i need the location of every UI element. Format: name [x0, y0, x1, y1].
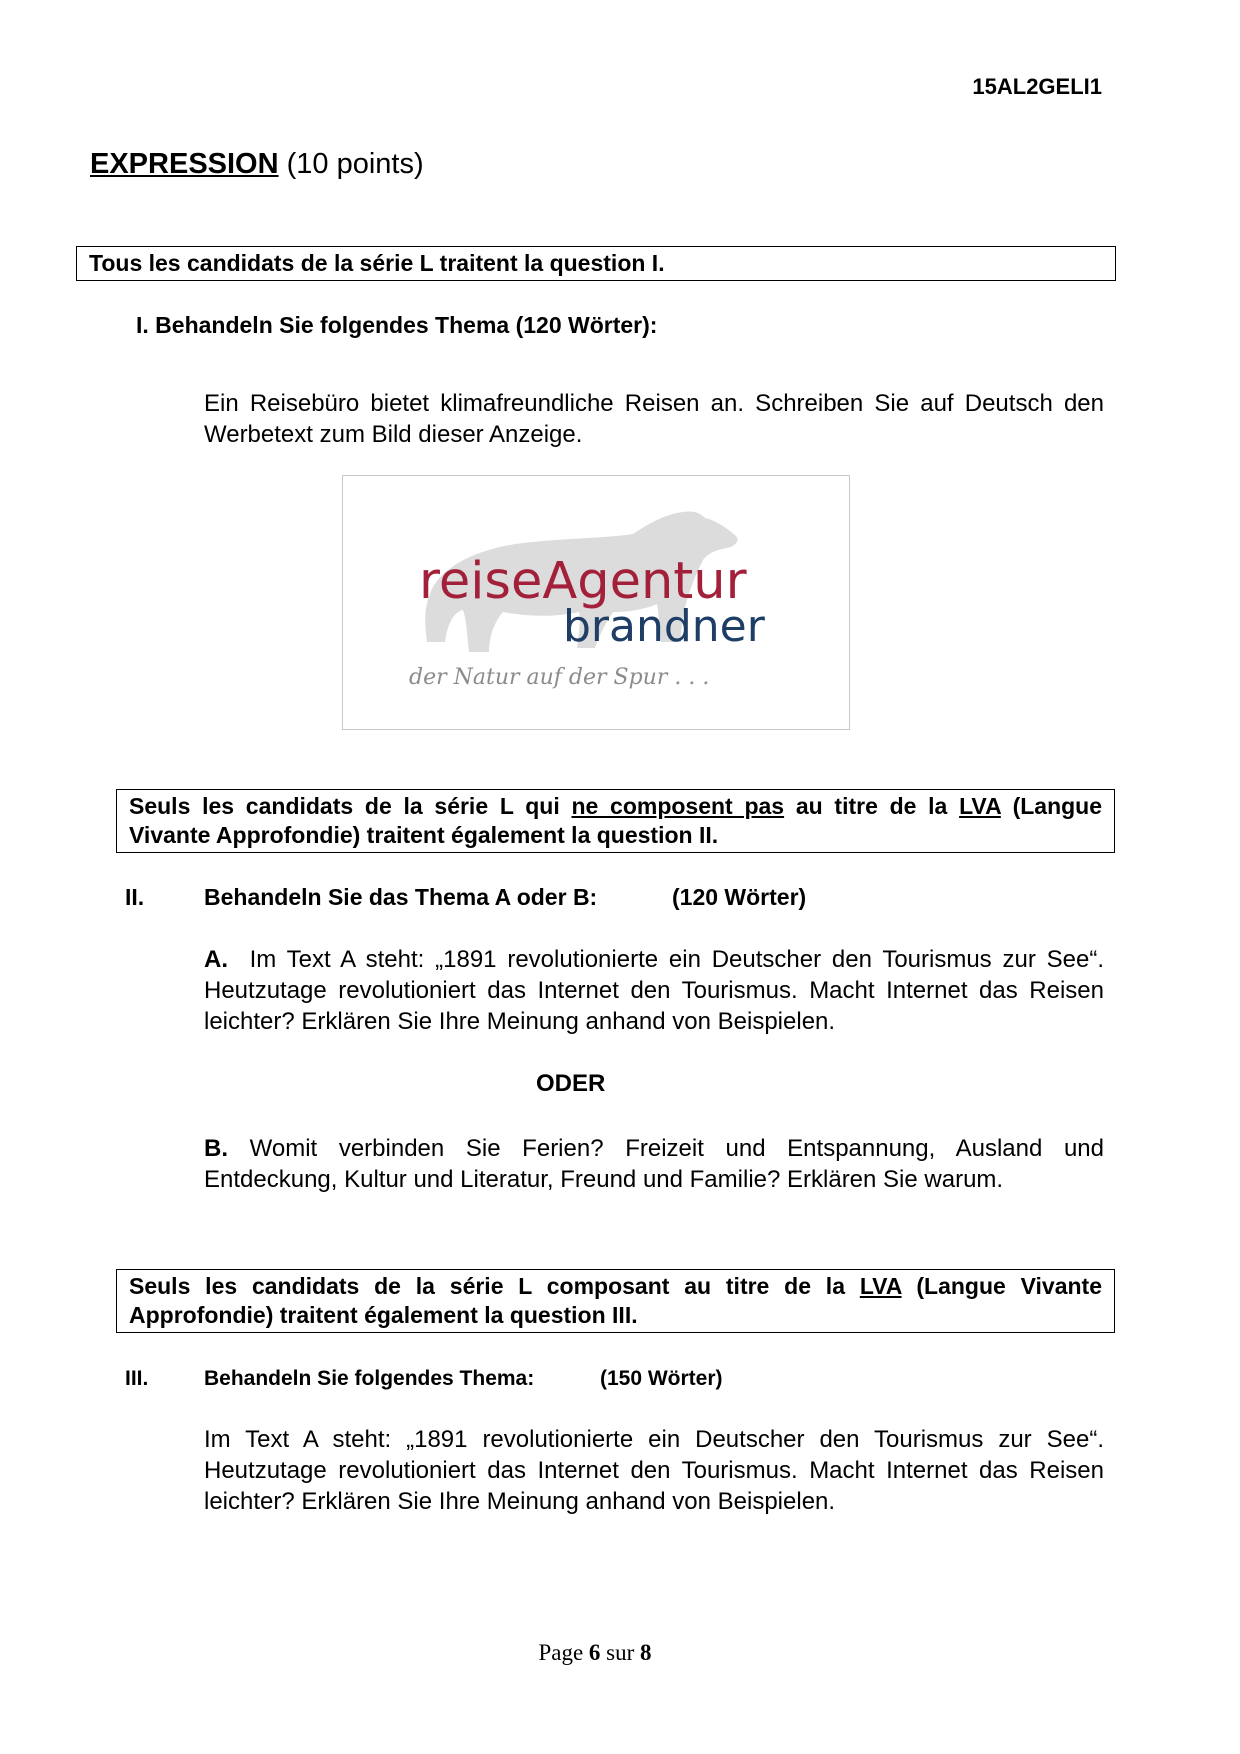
footer-page-number: 6: [588, 1640, 601, 1665]
question-2-word-count: (120 Wörter): [672, 884, 807, 910]
instruction-box-2-text: au titre de la: [784, 793, 960, 819]
instruction-box-2-emphasis: ne composent pas: [571, 793, 785, 819]
section-title: [90, 148, 424, 181]
lva-abbreviation: LVA: [959, 793, 1001, 819]
section-title-text: EXPRESSION: [90, 148, 279, 180]
page-footer: [0, 1640, 1190, 1666]
option-a-text: Im Text A steht: „1891 revolutionierte ein Deutscher den Tourismus zur See“. Heutzutage revolutioniert das Internet den Tourismus. Macht Internet das Reisen leichter? Erklären Sie Ihre Meinung anhand von Beispielen.: [204, 946, 1104, 1035]
instruction-box-3-text: Seuls les candidats de la série L composant au titre de la: [129, 1273, 860, 1299]
instruction-box-2: [116, 789, 1115, 853]
question-2-option-a: [204, 944, 1104, 1037]
instruction-box-2-text: Seuls les candidats de la série L qui: [129, 793, 572, 819]
question-3-heading: Behandeln Sie folgendes Thema:: [204, 1367, 535, 1390]
instruction-box-3: [116, 1269, 1115, 1333]
question-2-option-b: [204, 1133, 1104, 1195]
logo-line-2: brandner: [563, 601, 765, 652]
option-b-letter: B.: [204, 1135, 228, 1162]
question-1-text: Ein Reisebüro bietet klimafreundliche Reisen an. Schreiben Sie auf Deutsch den Werbetext zum Bild dieser Anzeige.: [204, 390, 1104, 448]
footer-page-word: Page: [538, 1640, 584, 1665]
oder-separator: ODER: [536, 1070, 606, 1097]
logo-tagline: der Natur auf der Spur . . .: [409, 665, 710, 690]
advertisement-logo-image: [342, 475, 850, 730]
instruction-box-3-text: (Langue Vivante Approfondie) traitent également la question III.: [129, 1273, 1103, 1328]
instruction-box-1-text: Tous les candidats de la série L traitent la question I.: [89, 250, 665, 276]
option-a-letter: A.: [204, 946, 228, 973]
logo-line-1: reiseAgentur: [419, 552, 747, 611]
question-2-heading: Behandeln Sie das Thema A oder B:: [204, 884, 598, 910]
instruction-box-1: [76, 246, 1116, 281]
lva-abbreviation: LVA: [859, 1273, 902, 1299]
question-3-text: Im Text A steht: „1891 revolutionierte ein Deutscher den Tourismus zur See“. Heutzutage revolutioniert das Internet den Tourismus. Macht Internet das Reisen leichter? Erklären Sie Ihre Meinung anhand von Beispielen.: [204, 1426, 1104, 1515]
option-b-text: Womit verbinden Sie Ferien? Freizeit und Entspannung, Ausland und Entdeckung, Kultur und Literatur, Freund und Familie? Erklären Sie warum.: [204, 1135, 1105, 1193]
question-2-number: II.: [125, 884, 145, 910]
logo-graphic: [343, 476, 849, 729]
question-1-heading: I. Behandeln Sie folgendes Thema (120 Wörter):: [136, 312, 658, 338]
instruction-box-2-text: (Langue Vivante Approfondie) traitent également la question II.: [129, 793, 1103, 848]
document-code: 15AL2GELI1: [972, 74, 1102, 99]
question-3-number: III.: [125, 1367, 149, 1390]
footer-page-total: 8: [640, 1640, 652, 1665]
question-3-word-count: (150 Wörter): [600, 1367, 723, 1390]
section-points: (10 points): [286, 148, 424, 180]
footer-sur: sur: [606, 1640, 635, 1665]
